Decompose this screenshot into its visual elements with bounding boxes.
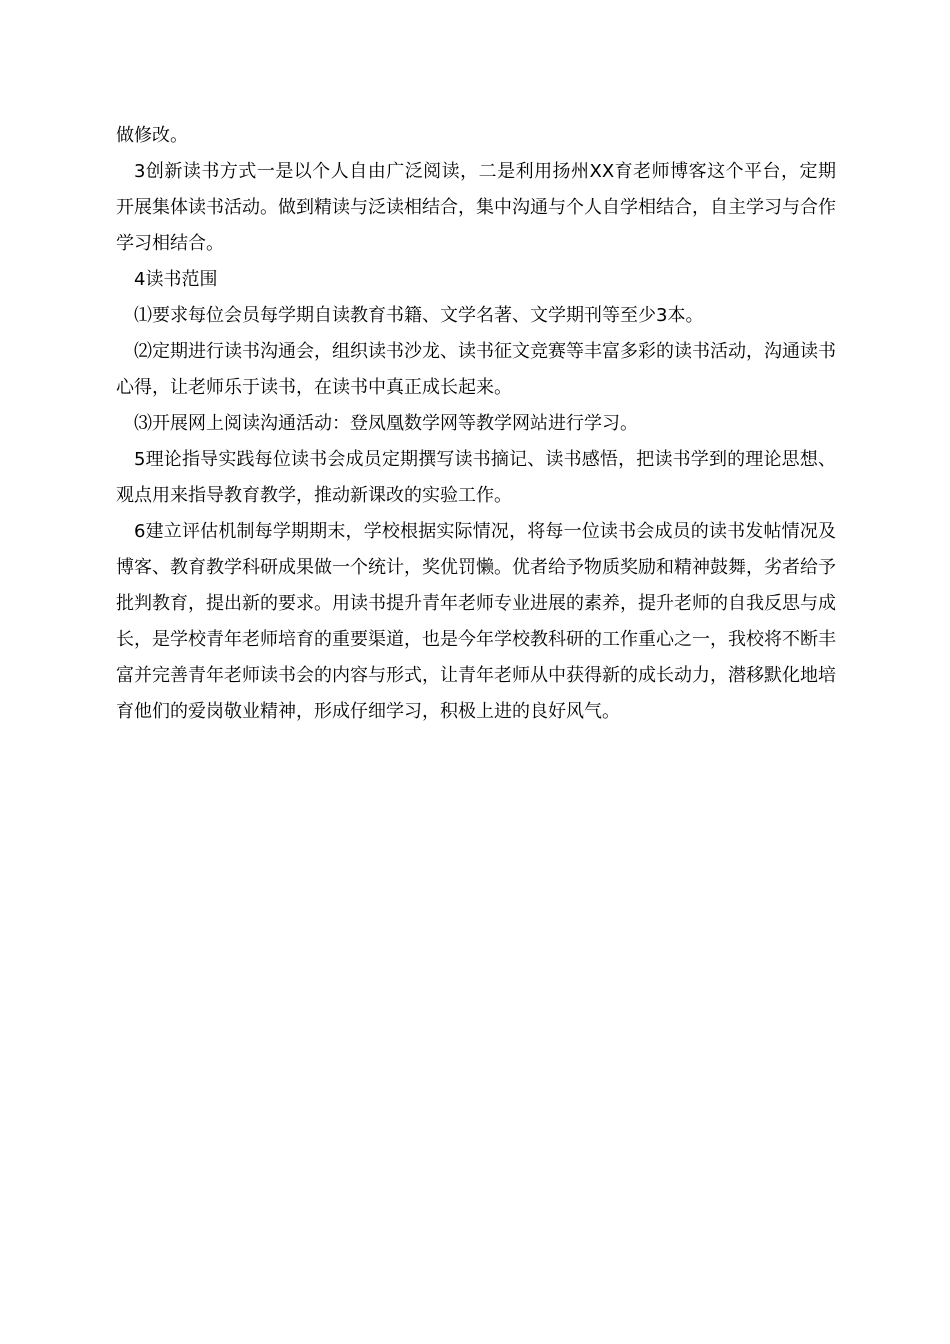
document-page xyxy=(116,118,836,730)
paragraph-scope-item-3: ⑶开展网上阅读沟通活动：登凤凰数学网等教学网站进行学习。 xyxy=(134,413,638,434)
paragraph-theory-practice: 5理论指导实践每位读书会成员定期撰写读书摘记、读书感悟，把读书学到的理论思想、观点用来指导教育教学，推动新课改的实验工作。 xyxy=(116,449,836,506)
paragraph-scope-item-2: ⑵定期进行读书沟通会，组织读书沙龙、读书征文竞赛等丰富多彩的读书活动，沟通读书心得，让老师乐于读书，在读书中真正成长起来。 xyxy=(116,341,836,398)
paragraph-reading-methods: 3创新读书方式一是以个人自由广泛阅读，二是利用扬州XX育老师博客这个平台，定期开展集体读书活动。做到精读与泛读相结合，集中沟通与个人自学相结合，自主学习与合作学习相结合。 xyxy=(116,161,836,254)
paragraph-continuation: 做修改。 xyxy=(116,125,188,146)
paragraph-scope-item-1: ⑴要求每位会员每学期自读教育书籍、文学名著、文学期刊等至少3本。 xyxy=(134,305,704,326)
paragraph-reading-scope-heading: 4读书范围 xyxy=(134,269,218,290)
paragraph-evaluation-mechanism: 6建立评估机制每学期期末，学校根据实际情况，将每一位读书会成员的读书发帖情况及博客、教育教学科研成果做一个统计，奖优罚懒。优者给予物质奖励和精神鼓舞，劣者给予批判教育，提出新的要求。用读书提升青年老师专业进展的素养，提升老师的自我反思与成长，是学校青年老师培育的重要渠道，也是今年学校教科研的工作重心之一，我校将不断丰富并完善青年老师读书会的内容与形式，让青年老师从中获得新的成长动力，潜移默化地培育他们的爱岗敬业精神，形成仔细学习，积极上进的良好风气。 xyxy=(116,521,836,722)
